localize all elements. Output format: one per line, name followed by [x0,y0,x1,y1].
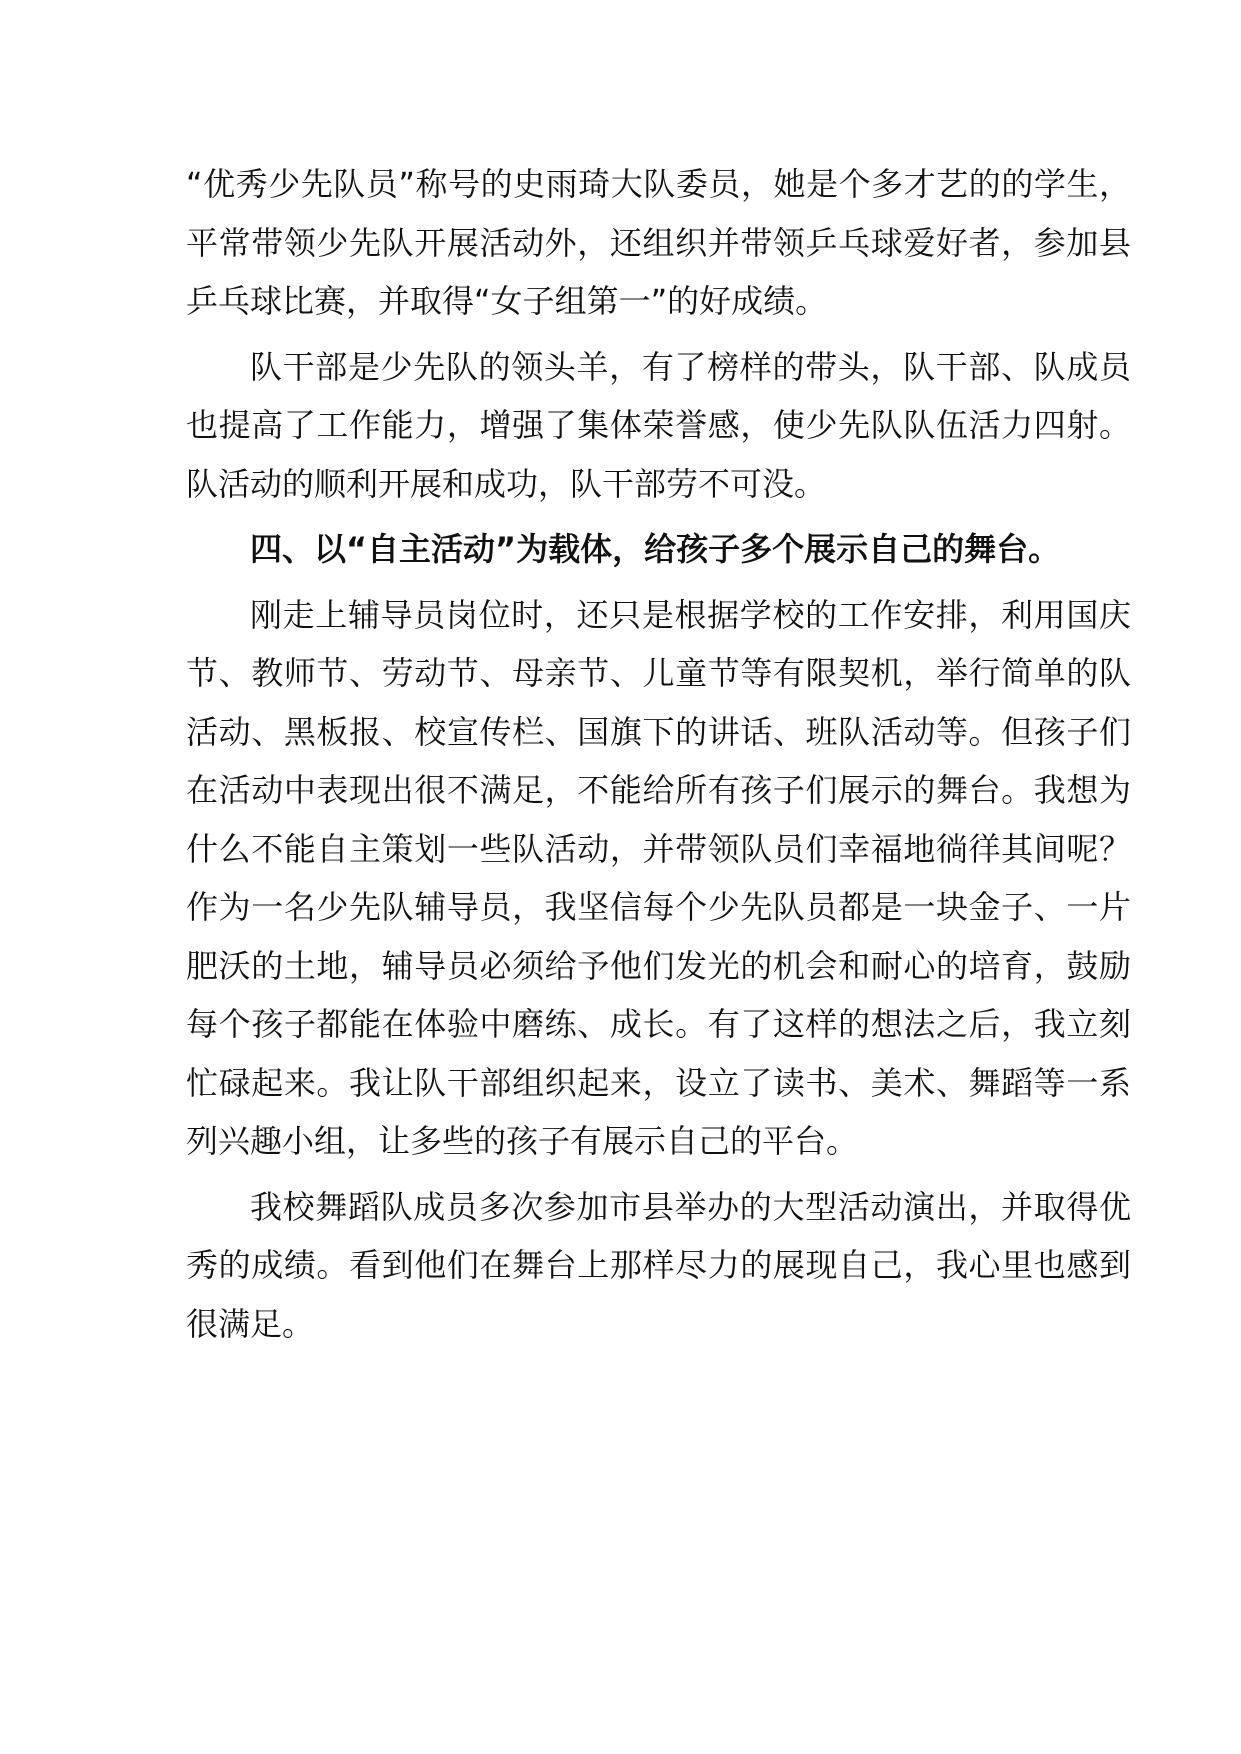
paragraph-dance-team: 我校舞蹈队成员多次参加市县举办的大型活动演出，并取得优秀的成绩。看到他们在舞台上那样尽力的展现自己，我心里也感到很满足。 [186,1187,1131,1343]
paragraph-autonomous-activities: 刚走上辅导员岗位时，还只是根据学校的工作安排，利用国庆节、教师节、劳动节、母亲节、儿童节等有限契机，举行简单的队活动、黑板报、校宣传栏、国旗下的讲话、班队活动等。但孩子们在活动中表现出很不满足，不能给所有孩子们展示的舞台。我想为什么不能自主策划一些队活动，并带领队员们幸福地徜徉其间呢？作为一名少先队辅导员，我坚信每个少先队员都是一块金子、一片肥沃的土地，辅导员必须给予他们发光的机会和耐心的培育，鼓励每个孩子都能在体验中磨练、成长。有了这样的想法之后，我立刻忙碌起来。我让队干部组织起来，设立了读书、美术、舞蹈等一系列兴趣小组，让多些的孩子有展示自己的平台。 [186,595,1131,1160]
section-heading-four: 四、以“自主活动”为载体，给孩子多个展示自己的舞台。 [250,530,1061,568]
document-body [186,155,1131,1353]
paragraph-team-leaders: 队干部是少先队的领头羊，有了榜样的带头，队干部、队成员也提高了工作能力，增强了集体荣誉感，使少先队队伍活力四射。队活动的顺利开展和成功，队干部劳不可没。 [186,347,1131,503]
paragraph-continuation: “优秀少先队员”称号的史雨琦大队委员，她是个多才艺的的学生，平常带领少先队开展活动外，还组织并带领乒乓球爱好者，参加县乒乓球比赛，并取得“女子组第一”的好成绩。 [186,165,1131,320]
